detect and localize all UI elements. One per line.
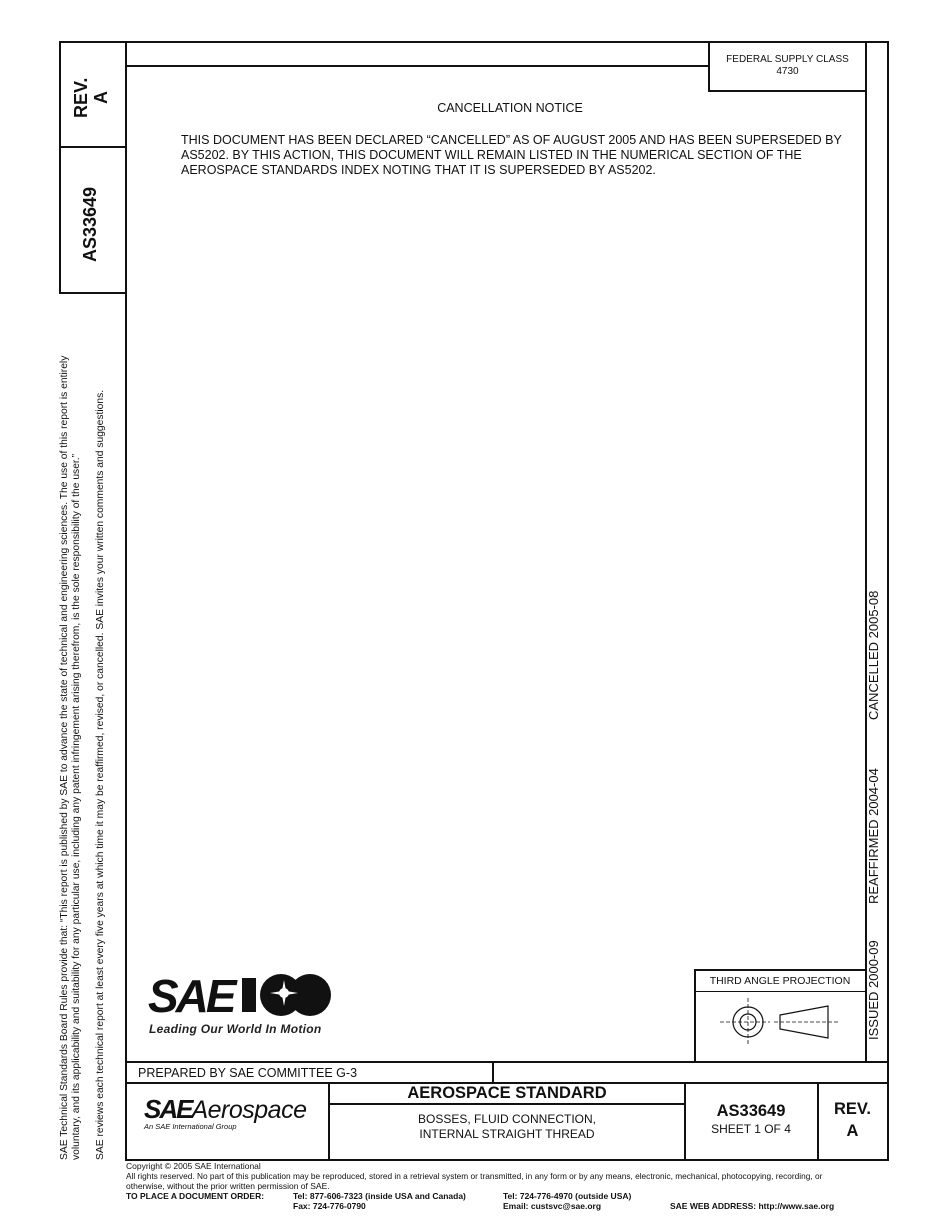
title-doc-number: AS33649	[716, 1102, 786, 1120]
document-title	[329, 1112, 685, 1142]
cancelled-date: CANCELLED 2005-08	[866, 590, 881, 720]
notice-line2: AS5202. BY THIS ACTION, THIS DOCUMENT WILL REMAIN LISTED IN THE NUMERICAL SECTION OF THE	[181, 148, 802, 162]
sae100-tagline: Leading Our World In Motion	[149, 1022, 322, 1036]
left-box-divider	[59, 146, 126, 148]
brand-aerospace: Aerospace	[191, 1096, 307, 1124]
left-rev-value: A	[91, 91, 111, 104]
footer-web-address: SAE WEB ADDRESS: http://www.sae.org	[670, 1201, 835, 1211]
sheet-number: SHEET 1 OF 4	[711, 1122, 791, 1136]
issued-date: ISSUED 2000-09	[866, 940, 881, 1040]
frame-left-outer	[59, 41, 61, 294]
notice-title: CANCELLATION NOTICE	[437, 101, 583, 115]
title-block-top	[125, 1061, 888, 1063]
proj-box-divider	[694, 991, 866, 992]
title-line1: BOSSES, FLUID CONNECTION,	[417, 1112, 597, 1126]
svg-text:SAE: SAE	[148, 972, 234, 1018]
rev-divider	[817, 1082, 819, 1160]
frame-right	[887, 41, 889, 1161]
title-rev-label: REV.	[834, 1100, 871, 1118]
footer-tel-us: Tel: 877-606-7323 (inside USA and Canada)	[293, 1191, 466, 1201]
footer-copyright: Copyright © 2005 SAE International	[126, 1161, 261, 1171]
left-box-bottom	[59, 292, 126, 294]
footer-rights-line1: All rights reserved. No part of this publication may be reproduced, stored in a retrieval system or transmitted, in any form or by any means, electronic, mechanical, photocopying, recording, or	[126, 1171, 823, 1181]
left-rev-label: REV.	[71, 77, 91, 118]
reaffirmed-date: REAFFIRMED 2004-04	[866, 768, 881, 904]
fsc-box	[709, 54, 866, 78]
right-column-line	[865, 41, 867, 1062]
left-doc-number: AS33649	[80, 186, 100, 262]
frame-left-inner	[125, 41, 127, 1161]
fsc-label: FEDERAL SUPPLY CLASS	[726, 54, 849, 65]
standard-type: AEROSPACE STANDARD	[407, 1084, 607, 1102]
footer-contact-us	[293, 1191, 466, 1211]
std-type-underline	[328, 1103, 685, 1105]
footer-rights	[126, 1161, 888, 1191]
frame-top	[59, 41, 888, 43]
footer-tel-intl: Tel: 724-776-4970 (outside USA)	[503, 1191, 632, 1201]
sae100-logo	[148, 972, 334, 1018]
footer-email: Email: custsvc@sae.org	[503, 1201, 602, 1211]
fsc-value: 4730	[776, 66, 799, 77]
disclaimer-line1: SAE Technical Standards Board Rules provide that: “This report is published by SAE to advance the state of technical and engineering sciences. The use of this report is entirely	[59, 355, 70, 1160]
notice-line3: AEROSPACE STANDARDS INDEX NOTING THAT IT IS SUPERSEDED BY AS5202.	[181, 163, 656, 177]
title-rev-value: A	[846, 1122, 859, 1140]
footer-contact-intl	[503, 1191, 631, 1211]
prepared-by: PREPARED BY SAE COMMITTEE G-3	[138, 1066, 358, 1080]
footer-fax: Fax: 724-776-0790	[293, 1201, 366, 1211]
footer-rights-line2: otherwise, without the prior written permission of SAE.	[126, 1181, 330, 1191]
title-line2: INTERNAL STRAIGHT THREAD	[419, 1127, 595, 1141]
prepared-divider	[492, 1061, 494, 1083]
disclaimer-line2: voluntary, and its applicability and suitability for any particular use, including any patent infringement arising therefrom, is the sole responsibility of the user.”	[71, 453, 82, 1160]
brand-sae: SAE	[144, 1094, 192, 1124]
notice-line1: THIS DOCUMENT HAS BEEN DECLARED “CANCELLED” AS OF AUGUST 2005 AND HAS BEEN SUPERSEDED BY	[181, 133, 842, 147]
disclaimer-line3: SAE reviews each technical report at least every five years at which time it may be reaffirmed, revised, or cancelled. SAE invites your written comments and suggestions.	[95, 389, 106, 1160]
fsc-box-bottom	[708, 90, 866, 92]
sae-aerospace-logo	[144, 1094, 307, 1125]
brand-group: An SAE International Group	[144, 1122, 237, 1131]
footer-order-label: TO PLACE A DOCUMENT ORDER:	[126, 1191, 265, 1201]
projection-label: THIRD ANGLE PROJECTION	[709, 975, 851, 987]
proj-box-top	[694, 969, 866, 971]
header-line	[125, 65, 709, 67]
projection-symbol-icon	[718, 998, 842, 1046]
notice-body	[181, 133, 861, 178]
sae100-logo-mark	[148, 972, 334, 1018]
